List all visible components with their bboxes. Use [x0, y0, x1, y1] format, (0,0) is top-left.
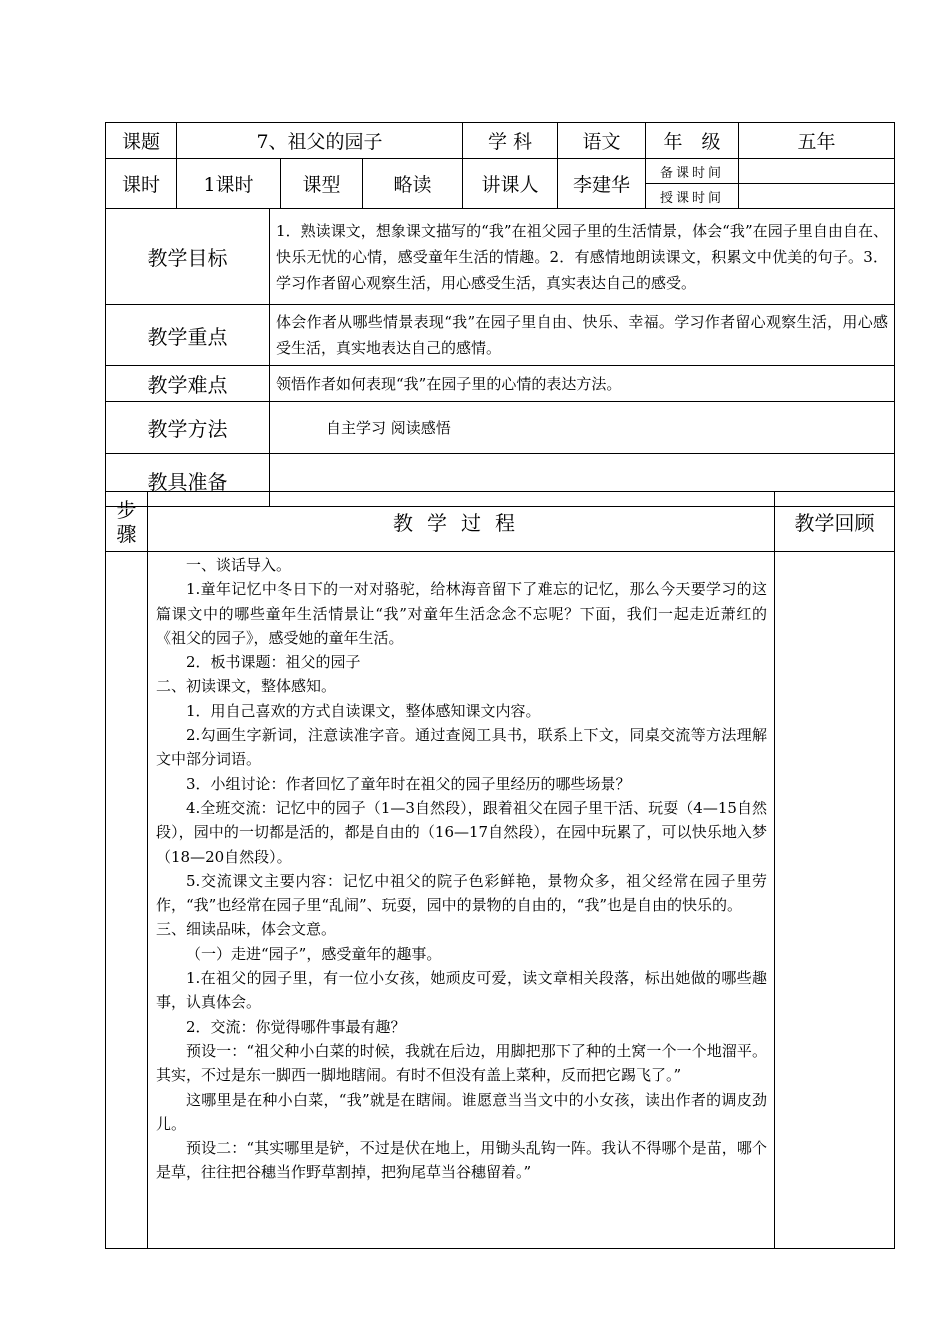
hours-value: 1课时	[177, 159, 281, 209]
teach-time-label: 授课时间	[646, 184, 739, 209]
process-paragraph: 预设一：“祖父种小白菜的时候，我就在后边，用脚把那下了种的土窝一个一个地溜平。其实，不过是东一脚西一脚地瞎闹。有时不但没有盖上菜种，反而把它踢飞了。”	[156, 1041, 767, 1085]
review-label: 教学回顾	[775, 492, 895, 552]
process-paragraph: 5.交流课文主要内容：记忆中祖父的院子色彩鲜艳，景物众多，祖父经常在园子里劳作，“我”也经常在园子里“乱闹”、玩耍，园中的景物的自由的，“我”也是自由的快乐的。	[156, 871, 767, 915]
topic-value: 7、祖父的园子	[177, 123, 463, 159]
goals-text: 1．熟读课文，想象课文描写的“我”在祖父园子里的生活情景，体会“我”在园子里自由自在、快乐无忧的心情，感受童年生活的情趣。2．有感情地朗读课文，积累文中优美的句子。3．学习作者留心观察生活，用心感受生活，真实表达自己的感受。	[270, 209, 895, 305]
teacher-label: 讲课人	[463, 159, 558, 209]
tools-label: 教具准备	[106, 454, 270, 507]
prep-time-label: 备课时间	[646, 159, 739, 184]
review-cell	[775, 552, 895, 1249]
method-label: 教学方法	[106, 402, 270, 454]
grade-value: 五年	[739, 123, 895, 159]
steps-label	[106, 492, 148, 552]
process-paragraph: 1．用自己喜欢的方式自读课文，整体感知课文内容。	[186, 701, 541, 720]
difficulty-text: 领悟作者如何表现“我”在园子里的心情的表达方法。	[270, 366, 895, 402]
process-paragraph: 1.在祖父的园子里，有一位小女孩，她顽皮可爱，读文章相关段落，标出她做的哪些趣事，认真体会。	[156, 969, 767, 1012]
process-content	[148, 552, 775, 1249]
focus-label: 教学重点	[106, 305, 270, 366]
process-paragraph: 4.全班交流：记忆中的园子（1—3自然段），跟着祖父在园子里干活、玩耍（4—15自然段），园中的一切都是活的，都是自由的（16—17自然段），在园中玩累了，可以快乐地入梦（18—20自然段）。	[156, 798, 767, 866]
type-value: 略读	[363, 159, 463, 209]
process-paragraph: 3．小组讨论：作者回忆了童年时在祖父的园子里经历的哪些场景？	[186, 774, 631, 793]
process-paragraph: 预设二：“其实哪里是铲，不过是伏在地上，用锄头乱钩一阵。我认不得哪个是苗，哪个是草，往往把谷穗当作野草割掉，把狗尾草当谷穗留着。”	[156, 1139, 767, 1182]
process-paragraph: 2.勾画生字新词，注意读准字音。通过查阅工具书，联系上下文，同桌交流等方法理解文中部分词语。	[156, 726, 767, 769]
process-paragraph: 2．交流：你觉得哪件事最有趣？	[186, 1017, 406, 1036]
prep-time-value	[739, 159, 895, 184]
hours-label: 课时	[106, 159, 177, 209]
process-paragraph: 二、初读课文，整体感知。	[156, 677, 337, 696]
teacher-value: 李建华	[558, 159, 646, 209]
steps-cell	[106, 552, 148, 1249]
subject-label: 学 科	[463, 123, 558, 159]
difficulty-label: 教学难点	[106, 366, 270, 402]
header-table	[105, 122, 895, 209]
process-paragraph: （一）走进“园子”，感受童年的趣事。	[186, 944, 442, 963]
steps-label-text: 步骤	[116, 497, 137, 546]
type-label: 课型	[281, 159, 363, 209]
goals-label: 教学目标	[106, 209, 270, 305]
process-paragraph: 一、谈话导入。	[186, 556, 292, 574]
process-paragraph: 这哪里是在种小白菜，“我”就是在瞎闹。谁愿意当当文中的小女孩，读出作者的调皮劲儿。	[156, 1090, 767, 1133]
process-table	[105, 491, 895, 1249]
focus-text: 体会作者从哪些情景表现“我”在园子里自由、快乐、幸福。学习作者留心观察生活，用心感受生活，真实地表达自己的感情。	[270, 305, 895, 366]
process-label: 教学过程	[148, 492, 775, 552]
objectives-table	[105, 208, 895, 507]
subject-value: 语文	[558, 123, 646, 159]
process-paragraph: 1.童年记忆中冬日下的一对对骆驼，给林海音留下了难忘的记忆，那么今天要学习的这篇课文中的哪些童年生活情景让“我”对童年生活念念不忘呢？下面，我们一起走近萧红的《祖父的园子》，感受她的童年生活。	[156, 580, 767, 647]
method-text: 自主学习 阅读感悟	[270, 402, 895, 454]
process-paragraph: 2．板书课题：祖父的园子	[186, 653, 361, 672]
topic-label: 课题	[106, 123, 177, 159]
grade-label: 年 级	[646, 123, 739, 159]
process-paragraph: 三、细读品味，体会文意。	[156, 920, 337, 939]
teach-time-value	[739, 184, 895, 209]
